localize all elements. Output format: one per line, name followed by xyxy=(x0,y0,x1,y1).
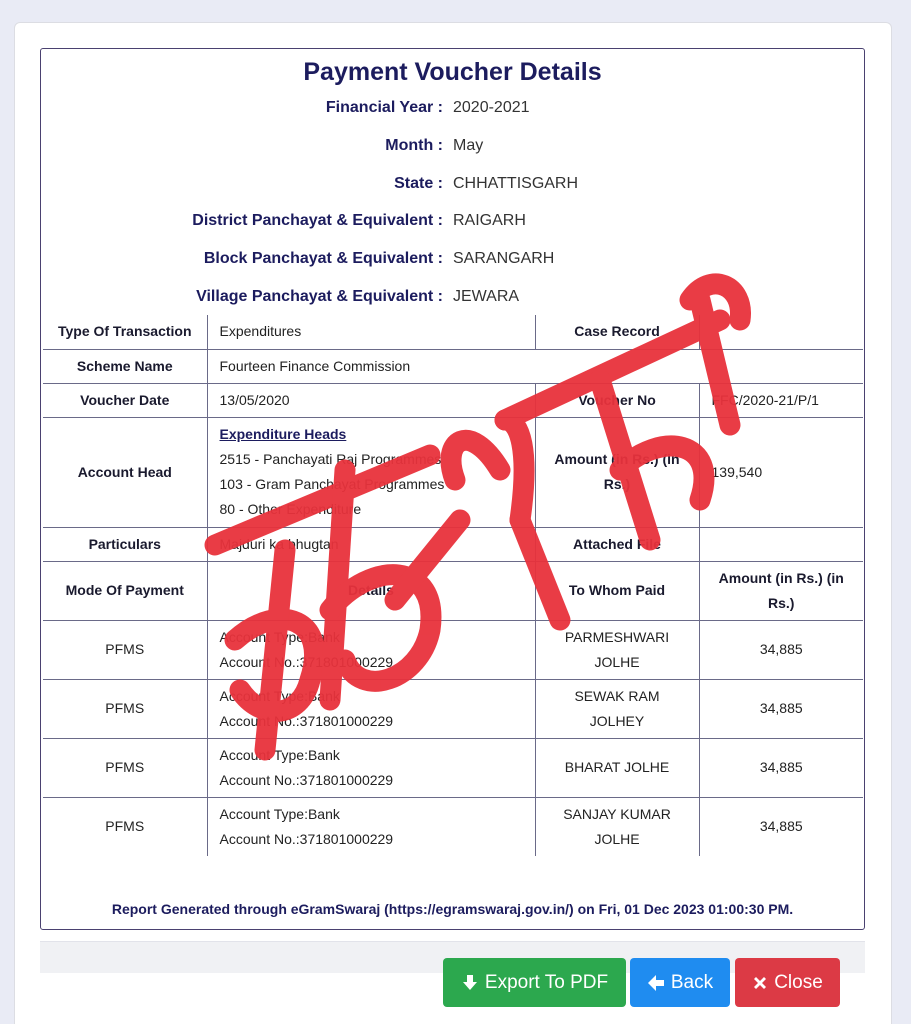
account-no: Account No.:371801000229 xyxy=(219,830,394,847)
amount-value: 139,540 xyxy=(699,417,863,527)
details-header: Details xyxy=(207,561,535,620)
account-type: Account Type:Bank xyxy=(219,628,340,645)
close-label: Close xyxy=(774,971,823,993)
info-label: State : xyxy=(394,175,443,192)
account-type: Account Type:Bank xyxy=(219,746,340,763)
table-row xyxy=(43,315,863,349)
info-label: Block Panchayat & Equivalent : xyxy=(203,250,443,267)
payment-amount-header: Amount (in Rs.) (in Rs.) xyxy=(699,561,863,620)
payee-name: PARMESHWARI JOLHE xyxy=(535,620,699,679)
payee-name: SEWAK RAM JOLHEY xyxy=(535,679,699,738)
voucher-table xyxy=(43,315,863,856)
table-row xyxy=(43,527,863,561)
info-label: Village Panchayat & Equivalent : xyxy=(196,288,443,305)
case-record-label: Case Record xyxy=(535,315,699,349)
case-record-value xyxy=(699,315,863,349)
info-block xyxy=(41,250,864,274)
account-no: Account No.:371801000229 xyxy=(219,712,394,729)
payment-details xyxy=(207,620,535,679)
voucher-date-value: 13/05/2020 xyxy=(207,383,535,417)
download-arrow-icon xyxy=(461,974,479,992)
particulars-value: Majduri ka bhugtan xyxy=(207,527,535,561)
attached-file-value xyxy=(699,527,863,561)
mode-of-payment-header: Mode Of Payment xyxy=(43,561,207,620)
info-value: SARANGARH xyxy=(453,250,555,267)
expenditure-head-item: 80 - Other Expenditure xyxy=(219,501,362,517)
scheme-name-label: Scheme Name xyxy=(43,349,207,383)
scheme-name-value: Fourteen Finance Commission xyxy=(207,349,863,383)
payment-header-row xyxy=(43,561,863,620)
table-row xyxy=(43,417,863,527)
type-of-transaction-value: Expenditures xyxy=(207,315,535,349)
back-button[interactable] xyxy=(630,958,730,1007)
to-whom-paid-header: To Whom Paid xyxy=(535,561,699,620)
back-label: Back xyxy=(670,971,714,993)
voucher-no-label: Voucher No xyxy=(535,383,699,417)
payment-details xyxy=(207,679,535,738)
expenditure-head-item: 103 - Gram Panchayat Programmes xyxy=(219,476,445,492)
payment-amount: 34,885 xyxy=(699,620,863,679)
export-pdf-label: Export To PDF xyxy=(484,971,609,993)
expenditure-heads-cell xyxy=(207,417,535,527)
type-of-transaction-label: Type Of Transaction xyxy=(43,315,207,349)
table-row xyxy=(43,620,863,679)
info-label: Financial Year : xyxy=(325,99,443,116)
info-village xyxy=(41,288,864,312)
page-title: Payment Voucher Details xyxy=(303,58,602,86)
voucher-no-value: FFC/2020-21/P/1 xyxy=(699,383,863,417)
payment-amount: 34,885 xyxy=(699,679,863,738)
table-row xyxy=(43,797,863,856)
payment-amount: 34,885 xyxy=(699,738,863,797)
payment-mode: PFMS xyxy=(43,797,207,856)
info-value: RAIGARH xyxy=(453,212,526,229)
payee-name: BHARAT JOLHE xyxy=(535,738,699,797)
info-value: CHHATTISGARH xyxy=(453,175,579,192)
expenditure-heads-label: Expenditure Heads xyxy=(219,426,347,442)
account-no: Account No.:371801000229 xyxy=(219,771,394,788)
info-label: District Panchayat & Equivalent : xyxy=(192,212,443,229)
voucher-date-label: Voucher Date xyxy=(43,383,207,417)
payee-name: SANJAY KUMAR JOLHE xyxy=(535,797,699,856)
payment-mode: PFMS xyxy=(43,620,207,679)
attached-file-label: Attached File xyxy=(535,527,699,561)
table-row xyxy=(43,679,863,738)
account-type: Account Type:Bank xyxy=(219,687,340,704)
payment-amount: 34,885 xyxy=(699,797,863,856)
payment-mode: PFMS xyxy=(43,738,207,797)
account-type: Account Type:Bank xyxy=(219,805,340,822)
table-row xyxy=(43,383,863,417)
payment-mode: PFMS xyxy=(43,679,207,738)
account-head-label: Account Head xyxy=(43,417,207,527)
payment-details xyxy=(207,797,535,856)
particulars-label: Particulars xyxy=(43,527,207,561)
close-button[interactable] xyxy=(735,958,840,1007)
info-district xyxy=(41,212,864,236)
arrow-left-icon xyxy=(647,974,665,992)
amount-label: Amount (in Rs.) (in Rs.) xyxy=(535,417,699,527)
export-pdf-button[interactable] xyxy=(443,958,626,1007)
account-no: Account No.:371801000229 xyxy=(219,653,394,670)
info-financial-year xyxy=(41,99,864,123)
info-state xyxy=(41,175,864,199)
info-month xyxy=(41,137,864,161)
info-value: 2020-2021 xyxy=(453,99,530,116)
payment-details xyxy=(207,738,535,797)
info-value: JEWARA xyxy=(453,288,520,305)
table-row xyxy=(43,738,863,797)
expenditure-head-item: 2515 - Panchayati Raj Programmes xyxy=(219,451,442,467)
close-x-icon xyxy=(752,975,768,991)
info-label: Month : xyxy=(385,137,443,154)
table-row xyxy=(43,349,863,383)
report-footer: Report Generated through eGramSwaraj (https://egramswaraj.gov.in/) on Fri, 01 Dec 2023 01:00:30 PM. xyxy=(111,901,794,917)
voucher-panel xyxy=(40,48,865,930)
info-value: May xyxy=(453,137,484,154)
